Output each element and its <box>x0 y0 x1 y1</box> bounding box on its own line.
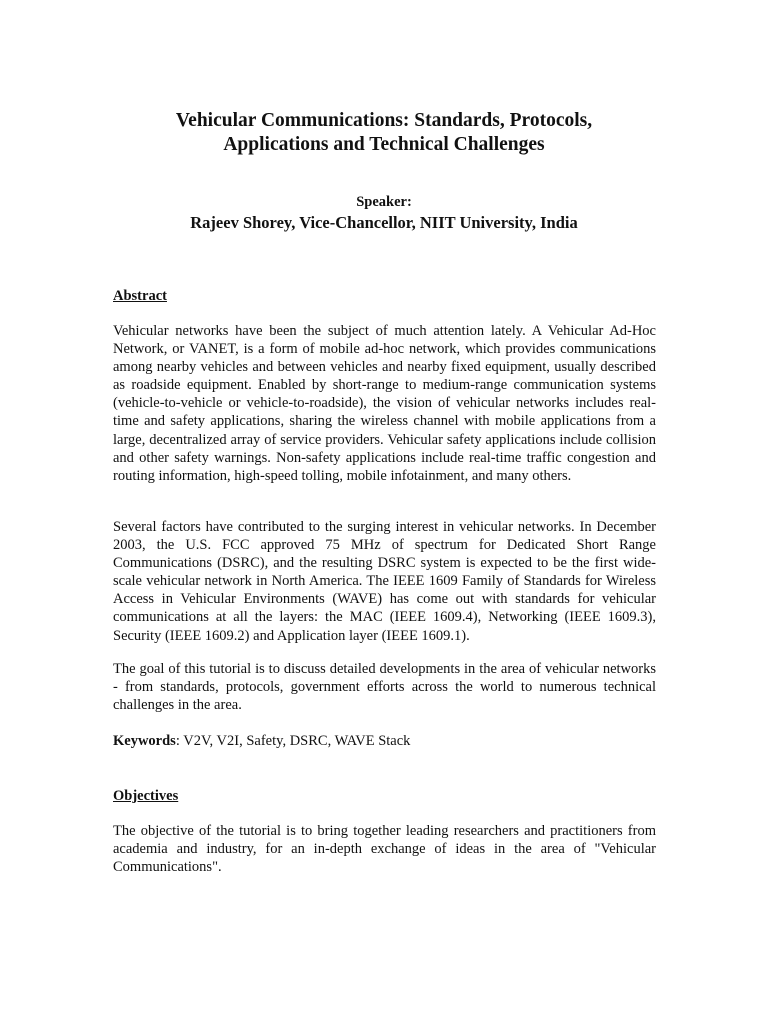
abstract-paragraph-2: Several factors have contributed to the surging interest in vehicular networks. In December 2003, the U.S. FCC approved 75 MHz of spectrum for Dedicated Short Range Communications (DSRC), and the resulting DSRC system is expected to be the first wide-scale vehicular network in North America. The IEEE 1609 Family of Standards for Wireless Access in Vehicular Environments (WAVE) has come out with standards for vehicular communications at all the layers: the MAC (IEEE 1609.4), Networking (IEEE 1609.3), Security (IEEE 1609.2) and Application layer (IEEE 1609.1). <box>113 519 656 644</box>
keywords-label: Keywords <box>113 733 176 749</box>
abstract-heading: Abstract <box>113 288 167 304</box>
speaker-label: Speaker: <box>356 194 412 210</box>
objectives-heading: Objectives <box>113 788 179 804</box>
keywords-value: : V2V, V2I, Safety, DSRC, WAVE Stack <box>175 733 411 749</box>
objectives-paragraph-1: The objective of the tutorial is to bring together leading researchers and practitioners from academia and industry, for an in-depth exchange of ideas in the area of "Vehicular Communications". <box>113 823 656 876</box>
speaker-name: Rajeev Shorey, Vice-Chancellor, NIIT University, India <box>190 213 578 232</box>
title-line-2: Applications and Technical Challenges <box>223 134 545 155</box>
title-line-1: Vehicular Communications: Standards, Protocols, <box>175 110 593 131</box>
abstract-paragraph-1: Vehicular networks have been the subject of much attention lately. A Vehicular Ad-Hoc Network, or VANET, is a form of mobile ad-hoc network, which provides communications among nearby vehicles and between vehicles and nearby fixed equipment, usually described as roadside equipment. Enabled by short-range to medium-range communication systems (vehicle-to-vehicle or vehicle-to-roadside), the vision of vehicular networks includes real-time and safety applications, sharing the wireless channel with mobile applications from a large, decentralized array of service providers. Vehicular safety applications include collision and other safety warnings. Non-safety applications include real-time traffic congestion and routing information, high-speed tolling, mobile infotainment, and many others. <box>113 323 656 484</box>
keywords-line <box>113 732 656 750</box>
abstract-paragraph-3: The goal of this tutorial is to discuss detailed developments in the area of vehicular networks - from standards, protocols, government efforts across the world to numerous technical challenges in the area. <box>113 661 656 714</box>
document-title <box>0 109 768 157</box>
